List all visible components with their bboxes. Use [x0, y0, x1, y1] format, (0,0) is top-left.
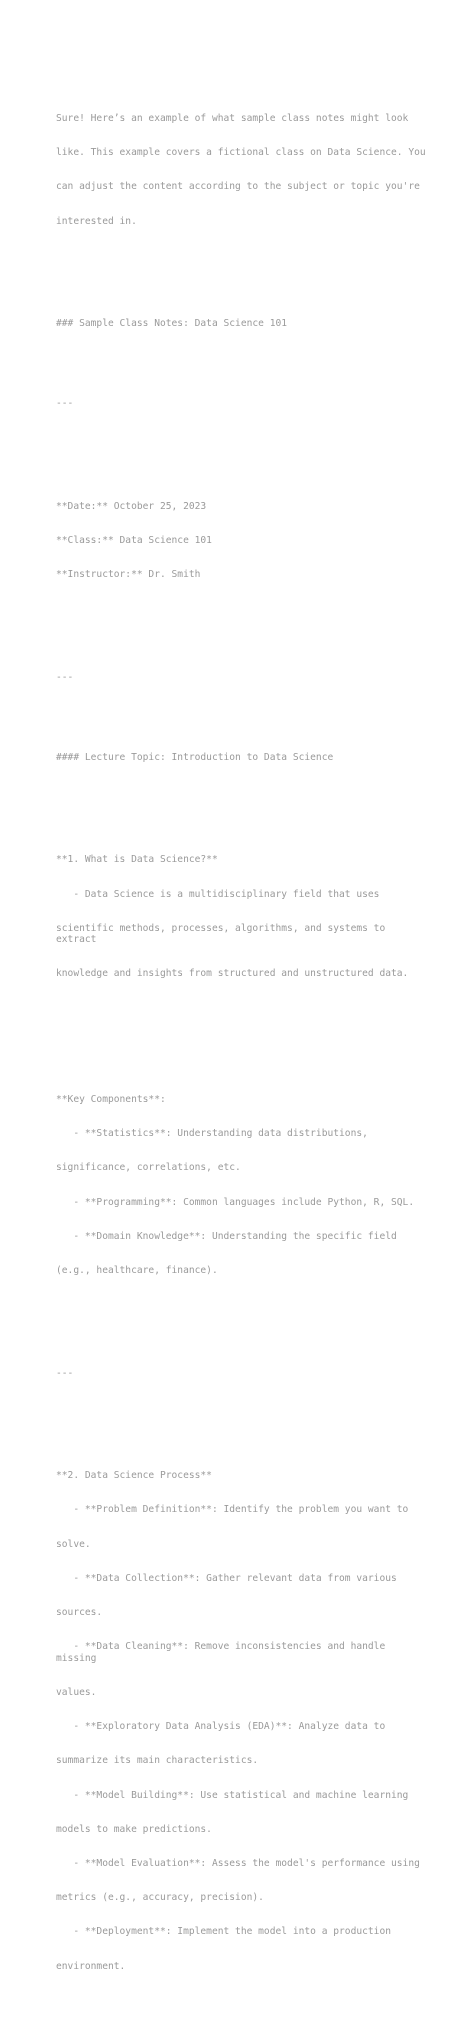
key-components-list — [56, 1071, 428, 1299]
blank-line — [56, 432, 428, 443]
meta-date: **Date:** October 25, 2023 — [56, 500, 207, 512]
intro-line: interested in. — [56, 215, 137, 227]
list-item: solve. — [56, 1538, 91, 1550]
section-line: - Data Science is a multidisciplinary field that uses — [56, 888, 380, 900]
intro-line: Sure! Here’s an example of what sample class notes might look — [56, 113, 409, 125]
meta-block — [56, 478, 428, 603]
list-item: - **Exploratory Data Analysis (EDA)**: Analyze data to — [56, 1721, 386, 1733]
horizontal-rule: --- — [56, 1367, 74, 1379]
list-item: - **Data Collection**: Gather relevant data from various — [56, 1572, 397, 1584]
list-item: environment. — [56, 1960, 126, 1972]
list-item: - **Programming**: Common languages include Python, R, SQL. — [56, 1196, 415, 1208]
section-data-science-process — [56, 1447, 428, 1995]
document-title: ### Sample Class Notes: Data Science 101 — [56, 318, 288, 330]
list-item: summarize its main characteristics. — [56, 1755, 259, 1767]
blank-line — [56, 273, 428, 284]
section-heading: **1. What is Data Science?** — [56, 854, 218, 866]
list-item: - **Deployment**: Implement the model into a production — [56, 1926, 392, 1938]
list-item: sources. — [56, 1607, 103, 1619]
intro-paragraph — [56, 90, 428, 250]
horizontal-rule: --- — [56, 671, 74, 683]
blank-line — [56, 786, 428, 797]
horizontal-rule: --- — [56, 398, 74, 410]
meta-instructor: **Instructor:** Dr. Smith — [56, 569, 201, 581]
blank-line — [56, 1025, 428, 1036]
section-line: knowledge and insights from structured and unstructured data. — [56, 968, 409, 980]
intro-line: can adjust the content according to the subject or topic you're — [56, 181, 420, 193]
document-body — [56, 56, 428, 2029]
list-item: - **Model Evaluation**: Assess the model's performance using — [56, 1858, 420, 1870]
list-item: - **Problem Definition**: Identify the problem you want to — [56, 1504, 409, 1516]
section-what-is-data-science — [56, 832, 428, 1003]
list-item: - **Domain Knowledge**: Understanding the specific field — [56, 1230, 397, 1242]
list-item: values. — [56, 1686, 97, 1698]
lecture-topic-heading: #### Lecture Topic: Introduction to Data Science — [56, 751, 334, 763]
list-item: (e.g., healthcare, finance). — [56, 1264, 218, 1276]
blank-line — [56, 1402, 428, 1413]
blank-line — [56, 353, 428, 364]
list-item: metrics (e.g., accuracy, precision). — [56, 1892, 264, 1904]
section-line: scientific methods, processes, algorithms, and systems to extract — [56, 922, 392, 946]
list-item: significance, correlations, etc. — [56, 1162, 241, 1174]
section-heading: **2. Data Science Process** — [56, 1470, 212, 1482]
key-components-heading: **Key Components**: — [56, 1093, 166, 1105]
meta-class: **Class:** Data Science 101 — [56, 535, 212, 547]
list-item: models to make predictions. — [56, 1823, 212, 1835]
blank-line — [56, 1322, 428, 1333]
blank-line — [56, 706, 428, 717]
blank-line — [56, 626, 428, 637]
list-item: - **Model Building**: Use statistical and machine learning — [56, 1789, 409, 1801]
list-item: - **Statistics**: Understanding data distributions, — [56, 1128, 368, 1140]
list-item: - **Data Cleaning**: Remove inconsistencies and handle missing — [56, 1641, 392, 1664]
intro-line: like. This example covers a fictional class on Data Science. You — [56, 147, 426, 159]
